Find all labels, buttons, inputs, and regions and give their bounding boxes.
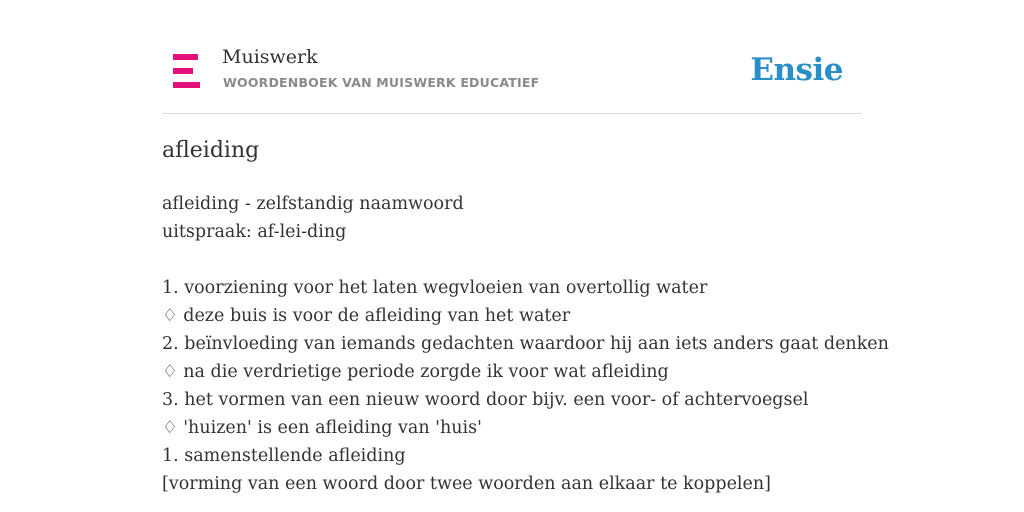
logo-bar-top bbox=[173, 54, 198, 60]
logo-bar-middle bbox=[173, 68, 193, 74]
sense-2: 2. beïnvloeding van iemands gedachten waardoor hij aan iets anders gaat denken bbox=[162, 334, 889, 354]
site-subtitle: WOORDENBOEK VAN MUISWERK EDUCATIEF bbox=[223, 75, 540, 90]
example-1: ♢ deze buis is voor de afleiding van het water bbox=[162, 306, 571, 326]
blank-line bbox=[162, 246, 872, 274]
site-header bbox=[162, 40, 862, 114]
example-3: ♢ 'huizen' is een afleiding van 'huis' bbox=[162, 418, 482, 438]
subsense-1: 1. samenstellende afleiding bbox=[162, 446, 406, 466]
logo-bar-bottom bbox=[173, 82, 200, 88]
ensie-logo[interactable]: Ensie bbox=[750, 52, 843, 88]
site-name[interactable]: Muiswerk bbox=[222, 46, 318, 68]
muiswerk-logo-icon[interactable] bbox=[173, 54, 200, 88]
pronunciation-line: uitspraak: af-lei-ding bbox=[162, 222, 347, 242]
entry-definition bbox=[162, 190, 889, 498]
example-2: ♢ na die verdrietige periode zorgde ik voor wat afleiding bbox=[162, 362, 669, 382]
entry-headword: afleiding bbox=[162, 138, 260, 163]
word-type-line: afleiding - zelfstandig naamwoord bbox=[162, 194, 464, 214]
sense-1: 1. voorziening voor het laten wegvloeien van overtollig water bbox=[162, 278, 708, 298]
subsense-1-note: [vorming van een woord door twee woorden aan elkaar te koppelen] bbox=[162, 474, 771, 494]
sense-3: 3. het vormen van een nieuw woord door bijv. een voor- of achtervoegsel bbox=[162, 390, 809, 410]
